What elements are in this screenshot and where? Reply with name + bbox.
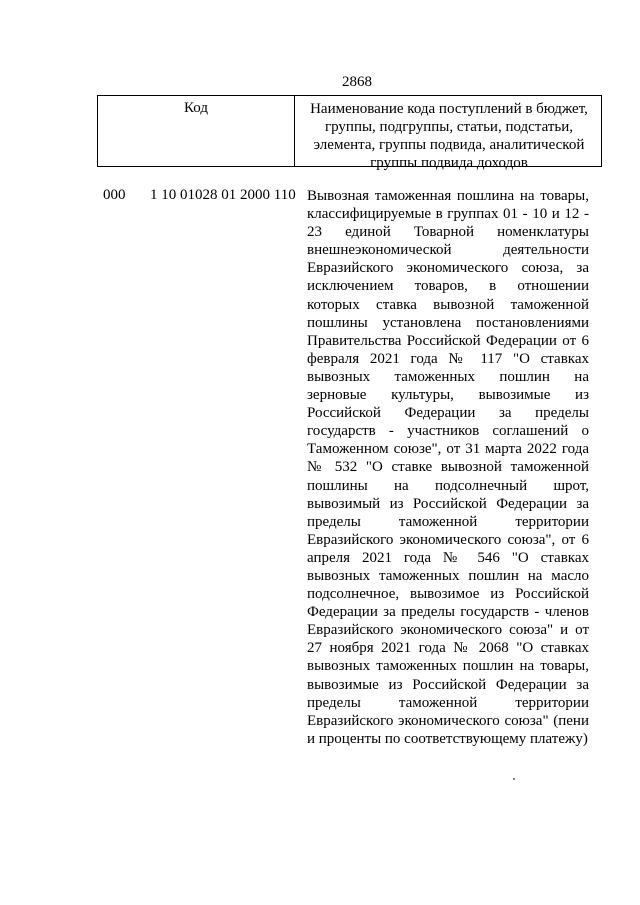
row-revenue-code: 1 10 01028 01 2000 110	[150, 187, 296, 203]
page-number: 2868	[342, 74, 372, 90]
scan-speck	[513, 778, 515, 780]
row-description: Вывозная таможенная пошлина на товары, классифицируемые в группах 01 - 10 и 12 - 23 единой Товарной номенклатуры внешнеэкономической деятельности Евразийского экономического союза, за исключением товаров, в отношении которых ставка вывозной таможенной пошлины установлена постановлениями Правительства Российской Федерации от 6 февраля 2021 года № 117 "О ставках вывозных таможенных пошлин на зерновые культуры, вывозимые из Российской Федерации за пределы государств - участников соглашений о Таможенном союзе", от 31 марта 2022 года № 532 "О ставке вывозной таможенной пошлины на подсолнечный шрот, вывозимый из Российской Федерации за пределы таможенной территории Евразийского экономического союза", от 6 апреля 2021 года № 546 "О ставках вывозных таможенных пошлин на масло подсолнечное, вывозимое из Российской Федерации за пределы государств - членов Евразийского экономического союза" и от 27 ноября 2021 года № 2068 "О ставках вывозных таможенных пошлин на товары, вывозимые из Российской Федерации за пределы таможенной территории Евразийского экономического союза" (пени и проценты по соответствующему платежу)	[307, 188, 589, 747]
header-name-label: Наименование кода поступлений в бюджет, группы, подгруппы, статьи, подстатьи, элемента, группы подвида, аналитической группы подвида доходов	[310, 101, 588, 171]
header-code-label: Код	[184, 100, 208, 116]
table-header	[97, 95, 602, 171]
row-admin-code: 000	[103, 187, 126, 203]
column-divider	[294, 96, 295, 166]
